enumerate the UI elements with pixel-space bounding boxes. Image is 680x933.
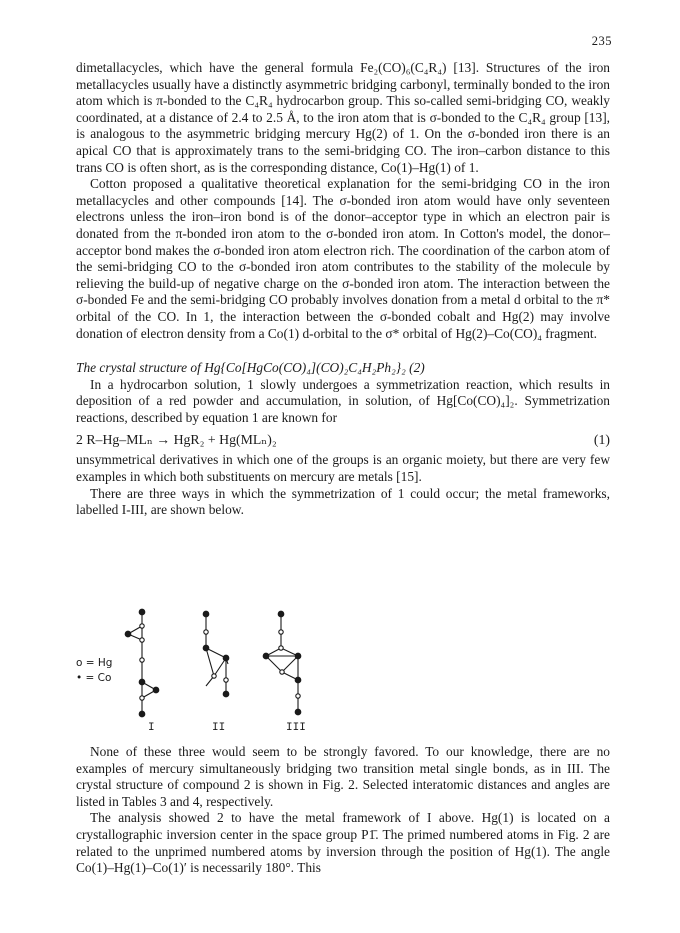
paragraph-6: None of these three would seem to be strongly favored. To our knowledge, there are no examples of mercury simultaneously bridging two transition metal single bonds, as in III. The crystal structure of compound 2 is shown in Fig. 2. Selected interatomic distances and angles are listed in Tables 3 and 4, respectively. [76, 744, 610, 809]
metal-framework-figure [76, 604, 610, 740]
paragraph-4: unsymmetrical derivatives in which one of the groups is an organic moiety, but there are very few examples in which both substituents on mercury are metals [15]. [76, 452, 610, 485]
figure-label-iii: III [286, 722, 306, 734]
figure-label-ii: II [212, 722, 226, 734]
paragraph-3: In a hydrocarbon solution, 1 slowly undergoes a symmetrization reaction, which results in deposition of a red powder and accumulation, in solution, of Hg[Co(CO)₄]₂. Symmetrization reactions, described by equation 1 are known for [76, 376, 610, 425]
section-heading: The crystal structure of Hg{Co[HgCo(CO)₄](CO)₂C₄H₂Ph₂}₂ (2) [76, 360, 425, 376]
paragraph-5: There are three ways in which the symmetrization of 1 could occur; the metal frameworks, labelled I-III, are shown below. [76, 485, 610, 518]
framework-diagram [76, 604, 610, 724]
paragraph-7: The analysis showed 2 to have the metal framework of I above. Hg(1) is located on a crystallographic inversion center in the space group P1̄. The primed numbered atoms in Fig. 2 are related to the unprimed numbered atoms by inversion through the position of Hg(1). The angle Co(1)–Hg(1)–Co(1)′ is necessarily 180°. This [76, 810, 610, 876]
equation-text: 2 R–Hg–MLₙ → HgR₂ + Hg(MLₙ)₂ [76, 432, 277, 448]
page-number: 235 [591, 34, 612, 48]
figure-label-i: I [148, 722, 155, 734]
paragraph-1: dimetallacycles, which have the general formula Fe₂(CO)₆(C₄R₄) [13]. Structures of the iron metallacycles usually have a distinctly asymmetric bridging carbonyl, terminally bonded to the iron atom which is π-bonded to the C₄R₄ hydrocarbon group. This so-called semi-bridging CO, weakly coordinated, at a distance of 2.4 to 2.5 Å, to the iron atom that is σ-bonded to the C₄R₄ group [13], is analogous to the asymmetric bridging mercury Hg(2) of 1. On the σ-bonded iron there is an apical CO that is approximately trans to the semi-bridging CO. The iron–carbon distance to this trans CO is often short, as is the corresponding distance, Co(1)–Hg(1) of 1. [76, 60, 610, 175]
framework-iii [266, 614, 298, 712]
legend-co: • = Co [76, 672, 112, 684]
legend-hg: o = Hg [76, 657, 113, 669]
body-text-upper [76, 60, 610, 519]
equation-number: (1) [593, 432, 610, 448]
body-text-lower [76, 744, 610, 877]
paragraph-2: Cotton proposed a qualitative theoretical explanation for the semi-bridging CO in the iron metallacycles and other compounds [14]. The σ-bonded iron atom would have only seventeen electrons unless the iron–iron bond is of the donor–acceptor type in which an electron pair is donated from the π-bonded iron atom to the σ-bonded iron atom. In Cotton's model, the donor–acceptor bond makes the σ-bonded iron atom electron rich. The coordination of the carbon atom of the semi-bridging CO to the σ-bonded iron atom contributes to the stability of the molecule by relieving the build-up of negative charge on the σ-bonded iron atom. The interaction between the σ-bonded Fe and the semi-bridging CO probably involves donation from a metal d orbital to the π* orbital of the CO. In 1, the interaction between the σ-bonded cobalt and Hg(2) may involve donation of electron density from a Co(1) d-orbital to the σ* orbital of Hg(2)–Co(CO)₄ fragment. [76, 176, 610, 341]
equation-1 [76, 430, 610, 452]
